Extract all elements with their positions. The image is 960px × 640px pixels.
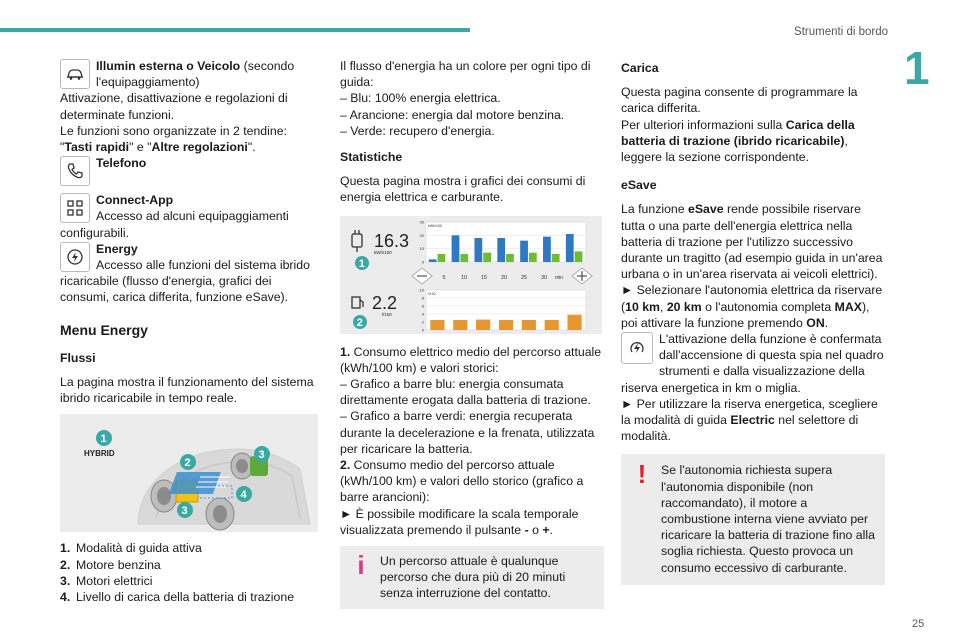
column-2 [340,58,604,609]
flussi-desc: La pagina mostra il funzionamento del sistema ibrido ricaricabile in tempo reale. [60,375,314,406]
x-tick-label: 5 [442,274,446,281]
apps-grid-icon [60,193,90,223]
x-tick-label: 15 [480,274,488,281]
svg-text:3: 3 [181,505,188,518]
phone-entry [60,155,322,186]
info-box [340,546,604,609]
statistiche-heading: Statistiche [340,150,403,165]
statistics-screen [340,216,602,334]
chart-bar [429,259,437,262]
info-text: Un percorso attuale è qualunque percorso che dura più di 20 minuti senza interruzione del contatto. [380,554,566,601]
x-tick-label: 10 [460,274,468,281]
carica-desc: Questa pagina consente di programmare la carica differita. [621,85,858,116]
stat-item-1a: – Grafico a barre blu: energia consumata direttamente erogata dalla batteria di trazione. [340,377,591,408]
lighting-suffix: (secondo l'equipaggiamento) [96,59,295,90]
warning-icon: ! [637,459,647,490]
svg-text:2: 2 [356,316,363,329]
flussi-heading: Flussi [60,350,96,365]
header-bar [0,28,470,32]
connect-entry [60,192,322,224]
chart-plot-area [426,222,586,262]
phone-icon [60,156,90,186]
chart-bar [552,254,560,262]
chart-bar [522,320,536,330]
chart-bar [476,319,490,329]
stat-item-1: 1. Consumo elettrico medio del percorso attuale (kWh/100 km) e valori storici: [340,344,602,375]
stat-item-2: 2. Consumo medio del percorso attuale (kWh/100 km) e valori dello storico (grafico a barre arancioni): [340,458,584,505]
y-tick-label: 0 [421,327,424,333]
esave-step-2: ► Per utilizzare la riserva energetica, scegliere la modalità di guida Electric nel selettore di modalità. [621,396,878,444]
electric-consumption-chart [420,219,586,264]
x-tick-label: 30 [540,274,548,281]
y-tick-label: 10 [419,245,424,251]
car-icon [60,59,90,89]
page-number: 25 [912,618,925,630]
chart-bar [529,252,537,261]
section-title: Strumenti di bordo [794,26,888,38]
esave-heading: eSave [621,178,657,193]
flow-color-item-green: – Verde: recupero d'energia. [340,123,495,138]
chart-bar [520,240,528,261]
chart-bar [460,254,468,262]
list-item: 4. Livello di carica della batteria di trazione [60,590,295,605]
energy-flow-illustration [60,414,318,532]
menu-energy-heading: Menu Energy [60,321,148,338]
chart-bar [506,254,514,262]
y-tick-label: 10 [419,287,424,293]
esave-warning-lamp-icon [621,332,653,364]
chart-bar [483,252,491,261]
connect-desc-1: Accesso ad alcuni equipaggiamenti [96,209,289,224]
chart-bar [452,235,460,262]
chart-bar [543,236,551,261]
chapter-number: 1 [904,42,930,94]
hybrid-mode-label: HYBRID [84,449,115,459]
time-scale-ticks [442,275,563,281]
y-tick-label: 8 [421,295,424,301]
lighting-entry [60,58,322,90]
energy-title: Energy [96,241,138,256]
y-tick-label: 30 [419,219,424,225]
x-tick-label: 25 [520,274,528,281]
y-unit-label: kWh/100 [428,223,442,228]
svg-text:1: 1 [100,433,107,446]
column-1 [60,58,322,605]
statistiche-desc: Questa pagina mostra i grafici dei consumi di energia elettrica e carburante. [340,174,586,205]
chart-bar [497,238,505,262]
y-tick-label: 4 [421,311,424,317]
carica-heading: Carica [621,61,659,75]
info-icon: i [357,550,365,581]
stat-item-2a: ► È possibile modificare la scala temporale visualizzata premendo il pulsante - o +. [340,506,579,537]
esave-confirm: L'attivazione della funzione è confermata dall'accensione di questa spia nel quadro strumenti e dalla visualizzazione della riserva energetica in km o miglia. [621,332,884,395]
warning-text: Se l'autonomia richiesta supera l'autonomia disponibile (non raccomandato), il motore a combustione interna viene avviato per ricaricare la batteria di trazione fino alla soglia richiesta. Questo provoca un consumo eccessivo di carburante. [661,463,875,575]
chart-bar [453,320,467,330]
lighting-title: Illumin esterna o Veicolo [96,59,241,73]
chart-bar [499,320,513,330]
elec-unit: kWh/100 [374,249,392,255]
chart-bar [430,320,444,330]
energy-desc: Accesso alle funzioni del sistema ibrido ricaricabile (flusso d'energia, grafici dei consumi, carica differita, funzione eSave). [60,258,310,305]
column-3 [621,58,885,585]
warning-box [621,454,885,584]
connect-title: Connect-App [96,193,174,208]
y-unit-label: l/100 [428,291,436,296]
svg-text:3: 3 [258,449,265,462]
menus-desc: Le funzioni sono organizzate in 2 tendine: "Tasti rapidi" e "Altre regolazioni". [60,123,287,155]
chart-bar [474,238,482,262]
svg-text:1: 1 [358,257,365,270]
svg-text:2: 2 [184,457,191,470]
flow-legend [60,540,322,605]
svg-text:4: 4 [240,489,247,502]
flow-color-item-orange: – Arancione: energia dal motore benzina. [340,107,565,122]
elec-value: 16.3 [374,230,410,251]
chart-bar [575,251,583,262]
energy-icon [60,242,90,272]
chart-bar [566,234,574,262]
chart-bar [567,314,581,329]
y-tick-label: 6 [421,303,424,309]
fuel-unit: l/100 [382,311,392,317]
chart-bar [545,320,559,330]
energy-entry [60,241,322,306]
list-item: 3. Motori elettrici [60,573,153,588]
y-tick-label: 0 [421,259,424,265]
x-unit-label: min [554,274,564,281]
phone-title: Telefono [96,156,147,171]
fuel-value: 2.2 [372,292,398,313]
flow-color-item-blue: – Blu: 100% energia elettrica. [340,91,501,106]
chart-bar [438,254,446,262]
flow-intro: Il flusso d'energia ha un colore per ogni tipo di guida: [340,59,591,90]
y-tick-label: 20 [419,232,424,238]
list-item: 1. Modalità di guida attiva [60,541,202,556]
connect-desc-2: configurabili. [60,225,130,240]
esave-step-1: ► Selezionare l'autonomia elettrica da riservare (10 km, 20 km o l'autonomia completa MAX), poi attivare la funzione premendo ON. [621,283,883,330]
lighting-desc: Attivazione, disattivazione e regolazioni di determinate funzioni. [60,91,288,122]
list-item: 2. Motore benzina [60,557,161,572]
stat-item-1b: – Grafico a barre verdi: energia recuperata durante la decelerazione e la frenata, utilizzata per ricaricare la batteria. [340,409,595,456]
x-tick-label: 20 [500,274,508,281]
y-tick-label: 2 [421,319,424,325]
esave-desc: La funzione eSave rende possibile riservare tutta o una parte dell'energia elettrica nella batteria di trazione per l'utilizzo successivo durante un tragitto (ad esempio guida in un'area urbana o in un'area riservata ai veicoli elettrici). [621,202,883,282]
carica-more: Per ulteriori informazioni sulla Carica della batteria di trazione (ibrido ricaricabile), leggere la sezione corrispondente. [621,117,855,165]
fuel-consumption-chart [420,287,586,332]
